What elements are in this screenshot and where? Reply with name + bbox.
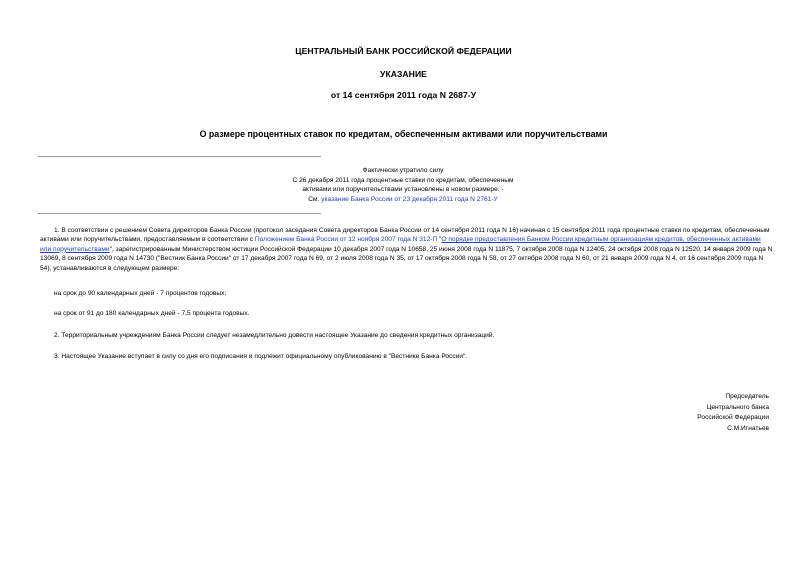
- document-title: О размере процентных ставок по кредитам, обеспеченным активами или поручительствами: [199, 129, 608, 139]
- rate-item-90-days: на срок до 90 календарных дней - 7 процентов годовых;: [54, 290, 227, 297]
- issuing-organization: ЦЕНТРАЛЬНЫЙ БАНК РОССИЙСКОЙ ФЕДЕРАЦИИ: [295, 46, 512, 56]
- rate-item-91-180-days: на срок от 91 до 180 календарных дней - 7,5 процента годовых.: [54, 310, 250, 317]
- validity-note-line: Фактически утратило силу: [362, 167, 444, 174]
- paragraph-1-text: ": [437, 236, 442, 244]
- paragraph-1-text: 1. В соответствии с решением Совета директоров Банка России (протокол заседания Совета директоров Банка России от 14 сентября 2011 года N 16) начиная с 15 сентября 2011 года процентные ставки по кредитам, обеспеченным активами или поручительствами, предоставляемым в соответствии с: [40, 227, 770, 244]
- link-ukazanie-2761[interactable]: указание Банка России от 23 декабря 2011 года N 2761-У: [321, 195, 498, 203]
- validity-note-line: С 26 декабря 2011 года процентные ставки по кредитам, обеспеченным: [292, 176, 514, 184]
- validity-note-line: [240, 195, 566, 205]
- signatory-name: С.М.Игнатьев: [727, 424, 769, 432]
- paragraph-1-text: ", зарегистрированным Министерством юстиции Российской Федерации 10 декабря 2007 года N 10658, 25 июня 2008 года N 11875, 7 октября 2008 года N 12405, 24 октября 2008 года N 12520, 14 января 2009 года N 13069, 8 сентября 2009 года N 14730 ("Вестник Банка России" от 17 декабря 2007 года N 69, от 2 июля 2008 года N 35, от 17 октября 2008 года N 58, от 27 октября 2008 года N 60, от 21 января 2009 года N 4, от 16 сентября 2009 года N 54), устанавливаются в следующем размере:: [40, 245, 773, 272]
- link-poryadok-kreditov[interactable]: О порядке предоставления Банком России кредитным организациям кредитов, обеспеченных активами или поручительствами: [40, 236, 761, 253]
- document-date-number: от 14 сентября 2011 года N 2687-У: [330, 90, 477, 100]
- paragraph-2: 2. Территориальным учреждениям Банка России следует незамедлительно довести настоящее Указание до сведения кредитных организаций.: [54, 332, 495, 339]
- signature-line: Российской Федерации: [697, 414, 769, 421]
- signature-line: Центрального банка: [706, 403, 769, 411]
- link-polozhenie-312p[interactable]: Положением Банка России от 12 ноября 2007 года N 312-П: [254, 236, 438, 244]
- paragraph-1: [40, 226, 773, 273]
- top-divider: [38, 156, 321, 157]
- signature-block: [609, 392, 769, 434]
- validity-note-line: активами или поручительствами установлены в новом размере. -: [302, 186, 504, 193]
- signature-line: Председатель: [725, 393, 769, 400]
- see-prefix: См.: [308, 195, 322, 203]
- paragraph-3: 3. Настоящее Указание вступает в силу со дня его подписания и подлежит официальному опубликованию в "Вестнике Банка России".: [54, 353, 468, 360]
- document-type: УКАЗАНИЕ: [380, 69, 427, 79]
- validity-note: [240, 166, 566, 204]
- bottom-divider: [38, 213, 321, 214]
